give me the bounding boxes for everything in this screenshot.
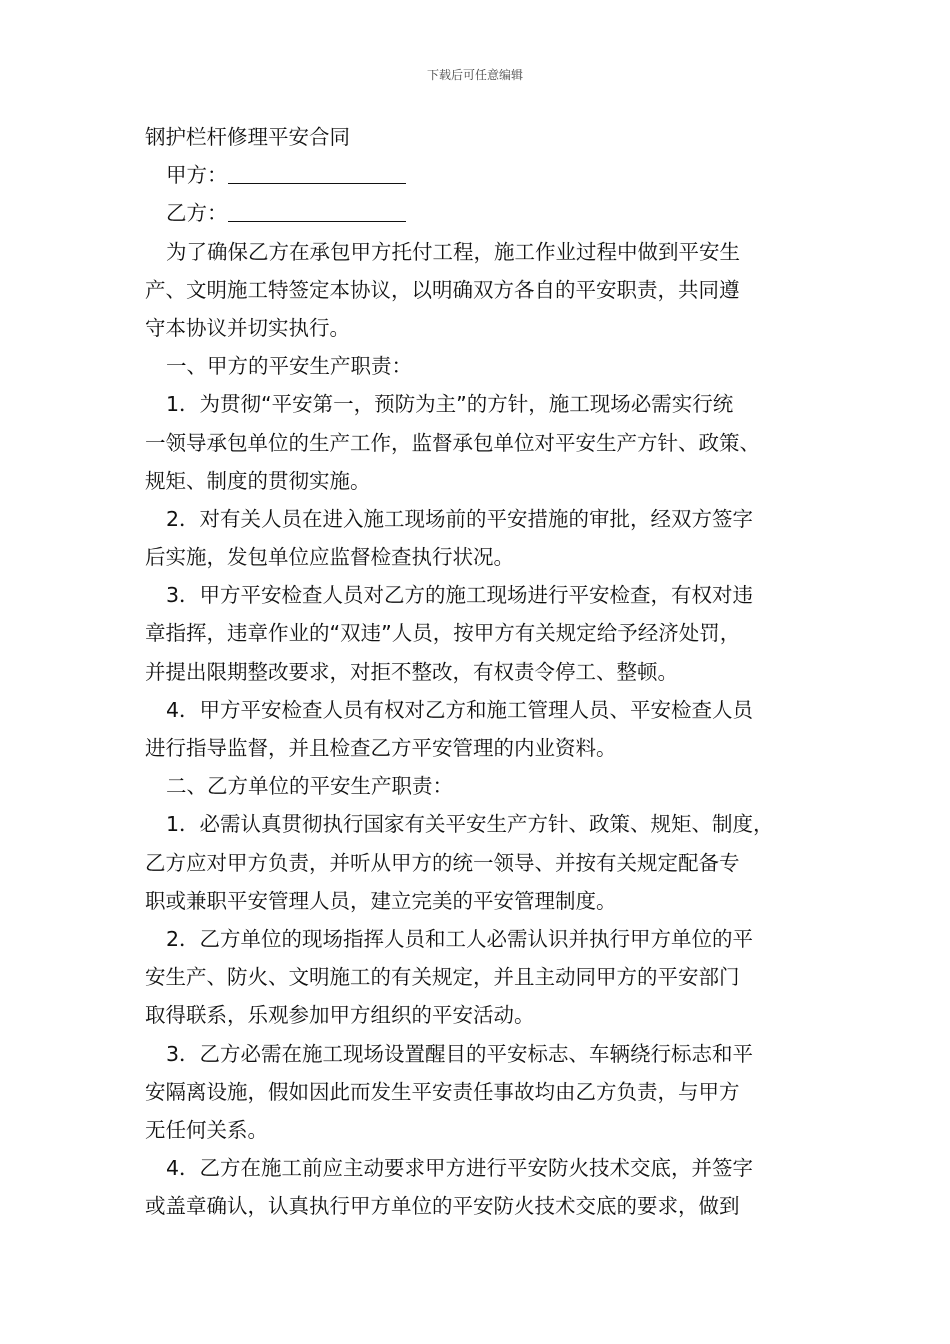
- section-heading: 二、乙方单位的平安生产职责：: [166, 774, 453, 799]
- paragraph-line: 并提出限期整改要求，对拒不整改，有权责令停工、整顿。: [145, 659, 678, 684]
- party-a-blank: [228, 161, 406, 184]
- paragraph-line: 取得联系，乐观参加甲方组织的平安活动。: [145, 1003, 535, 1028]
- party-b-line: [145, 194, 815, 232]
- paragraph-line: 为了确保乙方在承包甲方托付工程，施工作业过程中做到平安生: [166, 239, 740, 264]
- party-b-label: 乙方：: [166, 201, 228, 226]
- page-header: 下载后可任意编辑: [426, 68, 523, 82]
- party-a-line: [145, 156, 815, 194]
- paragraph-line: 2．对有关人员在进入施工现场前的平安措施的审批，经双方签字: [166, 506, 754, 531]
- paragraph-line: 2．乙方单位的现场指挥人员和工人必需认识并执行甲方单位的平: [166, 926, 754, 951]
- paragraph-line: 乙方应对甲方负责，并听从甲方的统一领导、并按有关规定配备专: [145, 850, 740, 875]
- contract-body: [145, 118, 815, 1225]
- party-b-blank: [228, 199, 406, 222]
- paragraph-line: 章指挥，违章作业的“双违”人员，按甲方有关规定给予经济处罚，: [145, 621, 741, 646]
- section-heading: 一、甲方的平安生产职责：: [166, 354, 412, 379]
- party-a-label: 甲方：: [166, 163, 228, 188]
- paragraph-line: 4．甲方平安检查人员有权对乙方和施工管理人员、平安检查人员: [166, 697, 754, 722]
- paragraph-line: 或盖章确认，认真执行甲方单位的平安防火技术交底的要求，做到: [145, 1194, 740, 1219]
- paragraph-line: 产、文明施工特签定本协议，以明确双方各自的平安职责，共同遵: [145, 277, 740, 302]
- paragraph-line: 规矩、制度的贯彻实施。: [145, 468, 371, 493]
- paragraph-line: 后实施，发包单位应监督检查执行状况。: [145, 545, 514, 570]
- paragraph-line: 守本协议并切实执行。: [145, 315, 350, 340]
- document-title: 钢护栏杆修理平安合同: [145, 125, 350, 149]
- paragraph-line: 1．为贯彻“平安第一，预防为主”的方针，施工现场必需实行统: [166, 392, 734, 417]
- paragraph-line: 安生产、防火、文明施工的有关规定，并且主动同甲方的平安部门: [145, 965, 740, 990]
- paragraph-line: 3．乙方必需在施工现场设置醒目的平安标志、车辆绕行标志和平: [166, 1041, 754, 1066]
- paragraph-line: 职或兼职平安管理人员，建立完美的平安管理制度。: [145, 888, 617, 913]
- paragraph-line: 3．甲方平安检查人员对乙方的施工现场进行平安检查，有权对违: [166, 583, 754, 608]
- paragraph-line: 1．必需认真贯彻执行国家有关平安生产方针、政策、规矩、制度，: [166, 812, 774, 837]
- paragraph-line: 安隔离设施，假如因此而发生平安责任事故均由乙方负责，与甲方: [145, 1079, 740, 1104]
- paragraph-line: 4．乙方在施工前应主动要求甲方进行平安防火技术交底，并签字: [166, 1156, 754, 1181]
- paragraph-line: 进行指导监督，并且检查乙方平安管理的内业资料。: [145, 736, 617, 760]
- paragraph-line: 无任何关系。: [145, 1117, 268, 1142]
- paragraph-line: 一领导承包单位的生产工作，监督承包单位对平安生产方针、政策、: [145, 430, 760, 455]
